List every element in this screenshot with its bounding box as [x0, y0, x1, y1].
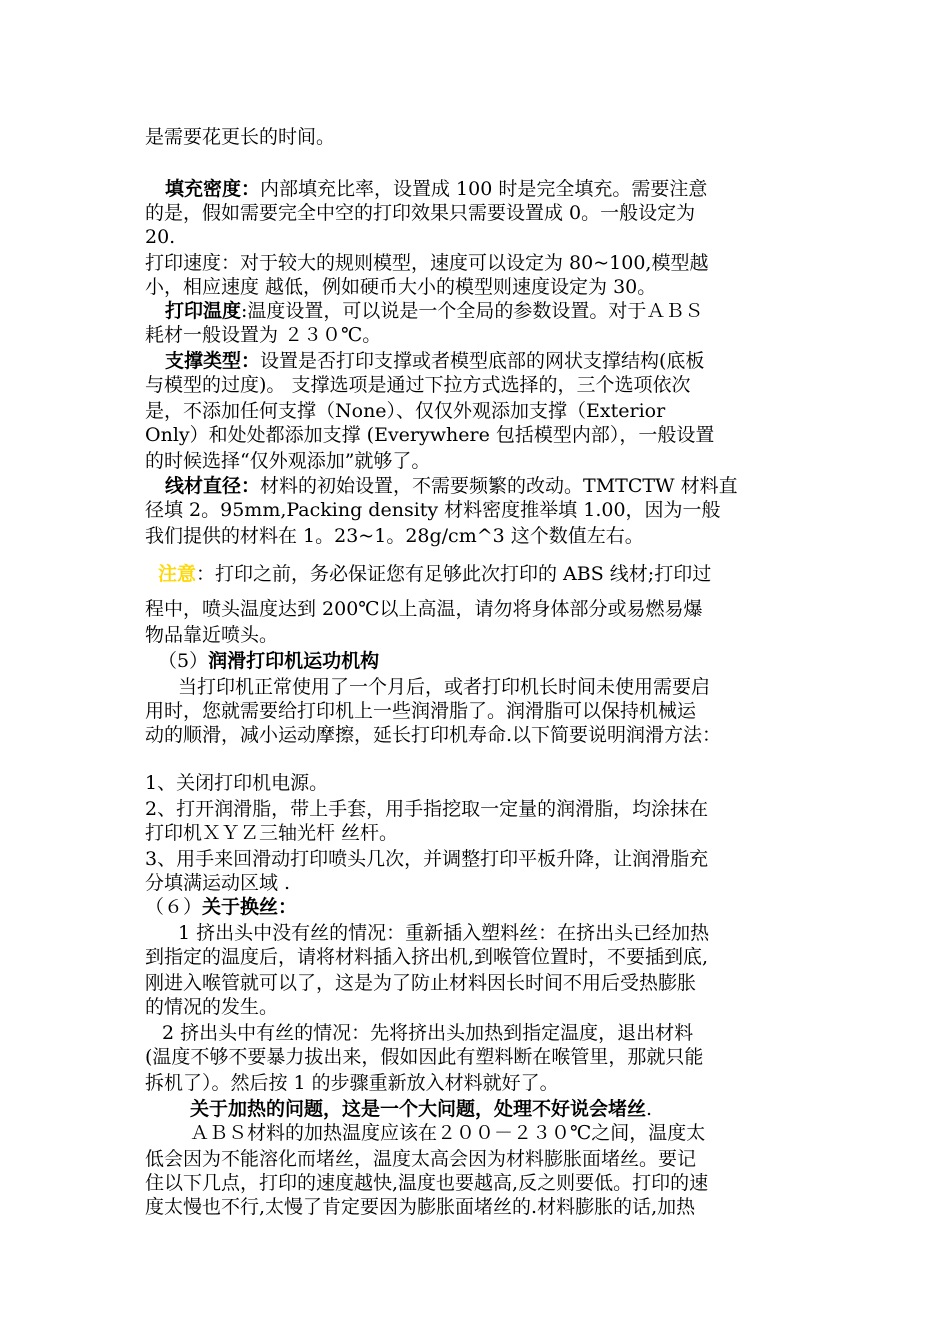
list-item: 2、打开润滑脂，带上手套，用手指挖取一定量的润滑脂，均涂抹在 [145, 798, 709, 820]
paragraph-line: 当打印机正常使用了一个月后，或者打印机长时间未使用需要启 [178, 676, 711, 698]
paragraph-line: (温度不够不要暴力拔出来，假如因此有塑料断在喉管里，那就只能 [145, 1046, 704, 1068]
paragraph-line: 径填 2。95mm,Packing density 材料密度推举填 1.00，因为一般 [145, 499, 721, 521]
support-type-heading-line: 支撑类型：设置是否打印支撑或者模型底部的网状支撑结构(底板 [165, 350, 705, 372]
paragraph-line: 的是，假如需要完全中空的打印效果只需要设置成 0。一般设定为 [145, 202, 696, 224]
paragraph-line: 与模型的过度)。 支撑选项是通过下拉方式选择的，三个选项依次 [145, 374, 691, 396]
print-temp-heading-line: 打印温度:温度设置，可以说是一个全局的参数设置。对于ＡＢＳ [165, 300, 704, 322]
paragraph-line: 动的顺滑，减小运动摩擦，延长打印机寿命.以下简要说明润滑方法： [145, 724, 722, 746]
paragraph-line: 分填满运动区域 . [145, 872, 291, 894]
paragraph-line: 住以下几点，打印的速度越快,温度也要越高,反之则要低。打印的速 [145, 1172, 709, 1194]
paragraph-line: ＡＢＳ材料的加热温度应该在２００－２３０℃之间，温度太 [190, 1122, 706, 1144]
warning-label: 注意 [158, 563, 197, 585]
section-6-heading: （６）关于换丝： [145, 896, 298, 918]
section-5-heading: （5）润滑打印机运功机构 [158, 650, 380, 672]
term-label: 填充密度： [165, 178, 261, 200]
paragraph-line: 是，不添加任何支撑（None）、仅仅外观添加支撑（Exterior [145, 400, 666, 422]
paragraph-line: 我们提供的材料在 1。23~1。28g/cm^3 这个数值左右。 [145, 525, 644, 547]
paragraph-line: 是需要花更长的时间。 [145, 126, 336, 148]
paragraph-line: 打印速度：对于较大的规则模型，速度可以设定为 80~100,模型越 [145, 252, 709, 274]
paragraph-line: Only）和处处都添加支撑 (Everywhere 包括模型内部），一般设置 [145, 424, 715, 446]
warning-line: 注意：打印之前，务必保证您有足够此次打印的 ABS 线材;打印过 [158, 563, 712, 585]
list-item: 3、用手来回滑动打印喷头几次，并调整打印平板升降，让润滑脂充 [145, 848, 709, 870]
list-item: 1、关闭打印机电源。 [145, 772, 329, 794]
paragraph-line: 刚进入喉管就可以了，这是为了防止材料因长时间不用后受热膨胀 [145, 972, 697, 994]
paragraph-line: 1 挤出头中没有丝的情况：重新插入塑料丝：在挤出头已经加热 [178, 922, 710, 944]
paragraph-line: 程中，喷头温度达到 200℃以上高温，请勿将身体部分或易燃易爆 [145, 598, 703, 620]
paragraph-line: 耗材一般设置为 ２３０℃。 [145, 324, 382, 346]
paragraph-line: 打印机ＸＹＺ三轴光杆 丝杆。 [145, 822, 399, 844]
paragraph-line: 小，相应速度 越低，例如硬币大小的模型则速度设定为 30。 [145, 276, 657, 298]
heating-heading-line: 关于加热的问题，这是一个大问题，处理不好说会堵丝. [190, 1098, 653, 1120]
term-label: 打印温度 [165, 300, 242, 322]
paragraph-line: 低会因为不能溶化而堵丝，温度太高会因为材料膨胀面堵丝。要记 [145, 1148, 697, 1170]
term-label: 线材直径： [165, 475, 261, 497]
paragraph-line: 拆机了）。然后按 1 的步骤重新放入材料就好了。 [145, 1072, 559, 1094]
filament-diameter-heading-line: 线材直径：材料的初始设置，不需要频繁的改动。TMTCTW 材料直 [165, 475, 738, 497]
fill-density-heading-line: 填充密度：内部填充比率，设置成 100 时是完全填充。需要注意 [165, 178, 708, 200]
paragraph-line: 物品靠近喷头。 [145, 624, 279, 646]
paragraph-line: 的情况的发生。 [145, 996, 279, 1018]
paragraph-line: 到指定的温度后，请将材料插入挤出机,到喉管位置时，不要插到底, [145, 946, 709, 968]
paragraph-line: 20. [145, 226, 176, 248]
paragraph-line: 2 挤出头中有丝的情况：先将挤出头加热到指定温度，退出材料 [162, 1022, 694, 1044]
term-label: 支撑类型： [165, 350, 261, 372]
paragraph-line: 度太慢也不行,太慢了肯定要因为膨胀面堵丝的.材料膨胀的话,加热 [145, 1196, 696, 1218]
paragraph-line: 用时，您就需要给打印机上一些润滑脂了。润滑脂可以保持机械运 [145, 700, 697, 722]
paragraph-line: 的时候选择“仅外观添加”就够了。 [145, 450, 431, 472]
